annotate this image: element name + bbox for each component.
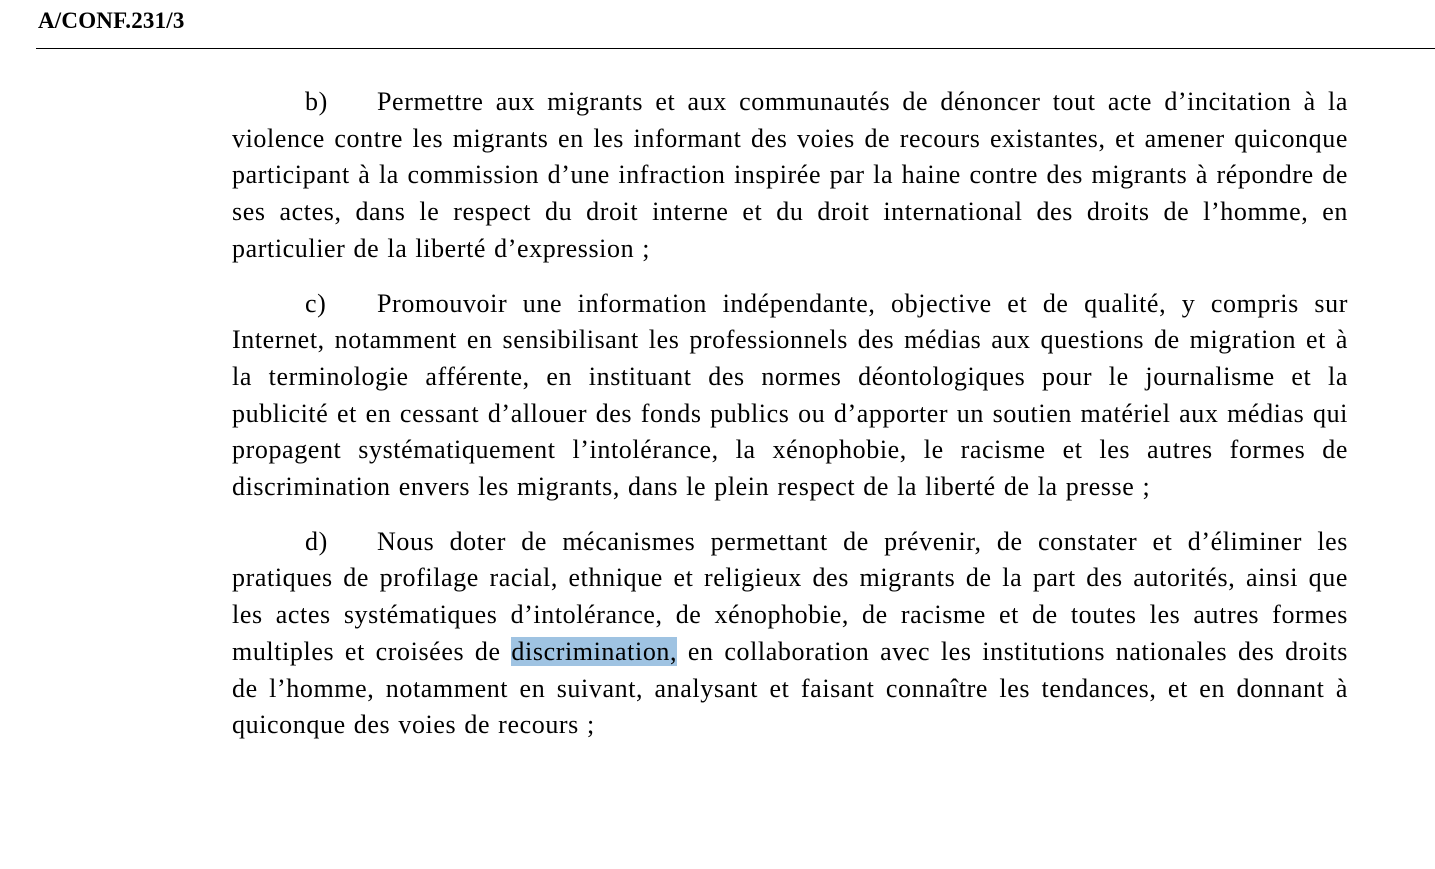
- paragraph-label: b): [305, 87, 328, 116]
- paragraph-label: c): [305, 288, 327, 318]
- selected-text-highlight[interactable]: discrimination,: [511, 636, 678, 666]
- paragraph-text[interactable]: Promouvoir une information indépendante, objective et de qualité, y compris sur Internet, notamment en sensibilisant les professionnels des médias aux questions de migration et à la terminologie afférente, en instituant des normes déontologiques pour le journalisme et la publicité et en cessant d’allouer des fonds publics ou d’apporter un soutien matériel aux médias qui propagent systématiquement l’intolérance, la xénophobie, le racisme et les autres formes de discrimination envers les migrants, dans le plein respect de la liberté de la presse ;: [232, 288, 1348, 502]
- paragraph-text[interactable]: Permettre aux migrants et aux communautés de dénoncer tout acte d’incitation à la violence contre les migrants en les informant des voies de recours existantes, et amener quiconque participant à la commission d’une infraction inspirée par la haine contre des migrants à répondre de ses actes, dans le respect du droit interne et du droit international des droits de l’homme, en particulier de la liberté d’expression ;: [232, 87, 1348, 263]
- document-symbol: A/CONF.231/3: [38, 8, 185, 33]
- paragraph-d[interactable]: [232, 524, 1348, 744]
- document-body: [232, 84, 1348, 762]
- paragraph-text-before-selection[interactable]: Nous doter de mécanismes permettant de prévenir, de constater et d’éliminer les pratiques de profilage racial, ethnique et religieux des migrants de la part des autorités, ainsi que les actes systématiques d’intolérance, de xénophobie, de racisme et de toutes les autres formes multiples et croisées de: [232, 526, 1348, 666]
- paragraph-text-after-selection[interactable]: en collaboration avec les institutions nationales des droits de l’homme, notamment en suivant, analysant et faisant connaître les tendances, et en donnant à quiconque des voies de recours ;: [232, 636, 1348, 740]
- paragraph-c[interactable]: [232, 286, 1348, 506]
- header-divider: [36, 48, 1435, 49]
- paragraph-label: d): [305, 526, 328, 556]
- paragraph-b[interactable]: [232, 84, 1348, 268]
